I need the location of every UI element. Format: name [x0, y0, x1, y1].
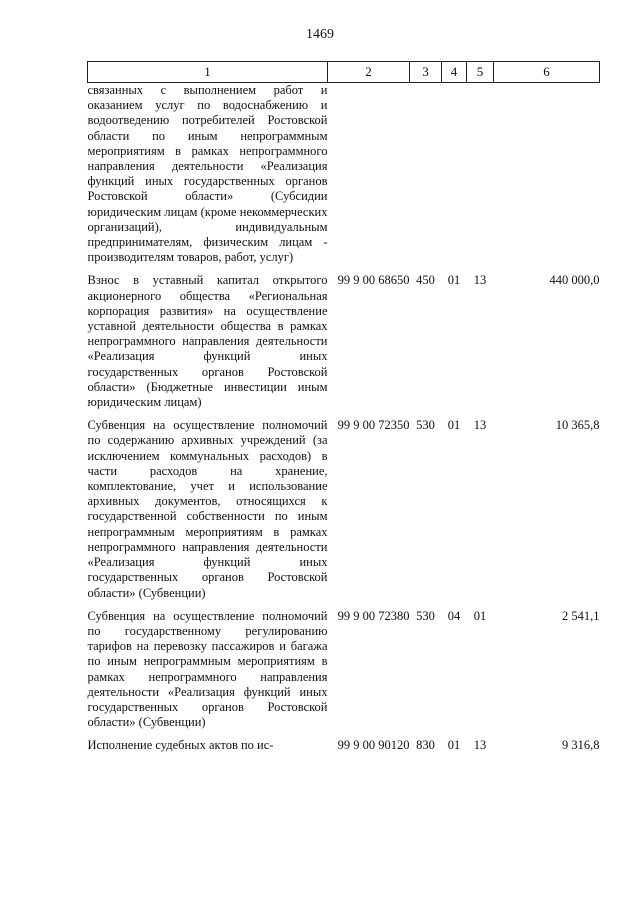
row-subsection [467, 83, 494, 272]
row-amount: 9 316,8 [562, 738, 600, 753]
row-amount [494, 83, 600, 272]
row-target-code: 99 9 00 72380 [337, 608, 410, 623]
row-amount: 440 000,0 [549, 273, 600, 288]
header-col-6: 6 [494, 62, 600, 83]
row-section: 04 [447, 608, 461, 623]
row-expense-type: 830 [416, 738, 435, 753]
row-description: связанных с выполнением работ и оказанием услуг по водоснабжению и водоотведению потребителей Ростовской области по иным непрограммным мероприятиям в рамках непрограммного направления деятельности «Реализация функций иных государственных органов Ростовской области» (Субсидии юридическим лицам (кроме некоммерческих организаций), индивидуальным предпринимателям, физическим лицам - производителям товаров, работ, услуг) [87, 83, 328, 265]
row-section: 01 [447, 273, 461, 288]
row-section: 01 [447, 418, 461, 433]
table-row [88, 736, 600, 759]
row-section [442, 83, 467, 272]
table-header-row [88, 62, 600, 83]
header-col-1: 1 [88, 62, 328, 83]
row-target-code [328, 83, 410, 272]
table-row [88, 83, 600, 272]
header-col-3: 3 [410, 62, 442, 83]
row-target-code: 99 9 00 72350 [337, 418, 410, 433]
row-target-code: 99 9 00 90120 [337, 738, 410, 753]
row-subsection: 13 [473, 273, 487, 288]
table-row [88, 271, 600, 416]
header-col-5: 5 [467, 62, 494, 83]
row-description: Субвенция на осуществление полномочий по государственному регулированию тарифов на перевозку пассажиров и багажа по иным непрограммным мероприятиям в рамках непрограммного направления деятельности «Реализация функций иных государственных органов Ростовской области» (Субвенции) [87, 608, 328, 730]
row-subsection: 13 [473, 738, 487, 753]
budget-table [87, 61, 600, 760]
row-expense-type: 450 [416, 273, 435, 288]
header-col-2: 2 [328, 62, 410, 83]
row-expense-type: 530 [416, 418, 435, 433]
row-expense-type: 530 [416, 608, 435, 623]
row-section: 01 [447, 738, 461, 753]
row-description: Субвенция на осуществление полномочий по содержанию архивных учреждений (за исключением коммунальных расходов) в части расходов на хранение, комплектование, учет и использование архивных документов, относящихся к государственной собственности по иным непрограммным мероприятиям в рамках непрограммного направления деятельности «Реализация функций иных государственных органов Ростовской области» (Субвенции) [87, 418, 328, 600]
table-row [88, 416, 600, 606]
row-subsection: 13 [473, 418, 487, 433]
row-amount: 2 541,1 [562, 608, 600, 623]
page-number: 1469 [306, 27, 334, 42]
row-amount: 10 365,8 [555, 418, 600, 433]
row-expense-type [410, 83, 442, 272]
row-target-code: 99 9 00 68650 [337, 273, 410, 288]
row-description: Взнос в уставный капитал открытого акционерного общества «Региональная корпорация развития» на осуществление уставной деятельности общества в рамках непрограммного направления деятельности «Реализация функций иных государственных органов Ростовской области» (Бюджетные инвестиции иным юридическим лицам) [87, 273, 328, 410]
header-col-4: 4 [442, 62, 467, 83]
table-row [88, 607, 600, 737]
row-subsection: 01 [473, 608, 487, 623]
row-description: Исполнение судебных актов по ис- [87, 738, 274, 753]
